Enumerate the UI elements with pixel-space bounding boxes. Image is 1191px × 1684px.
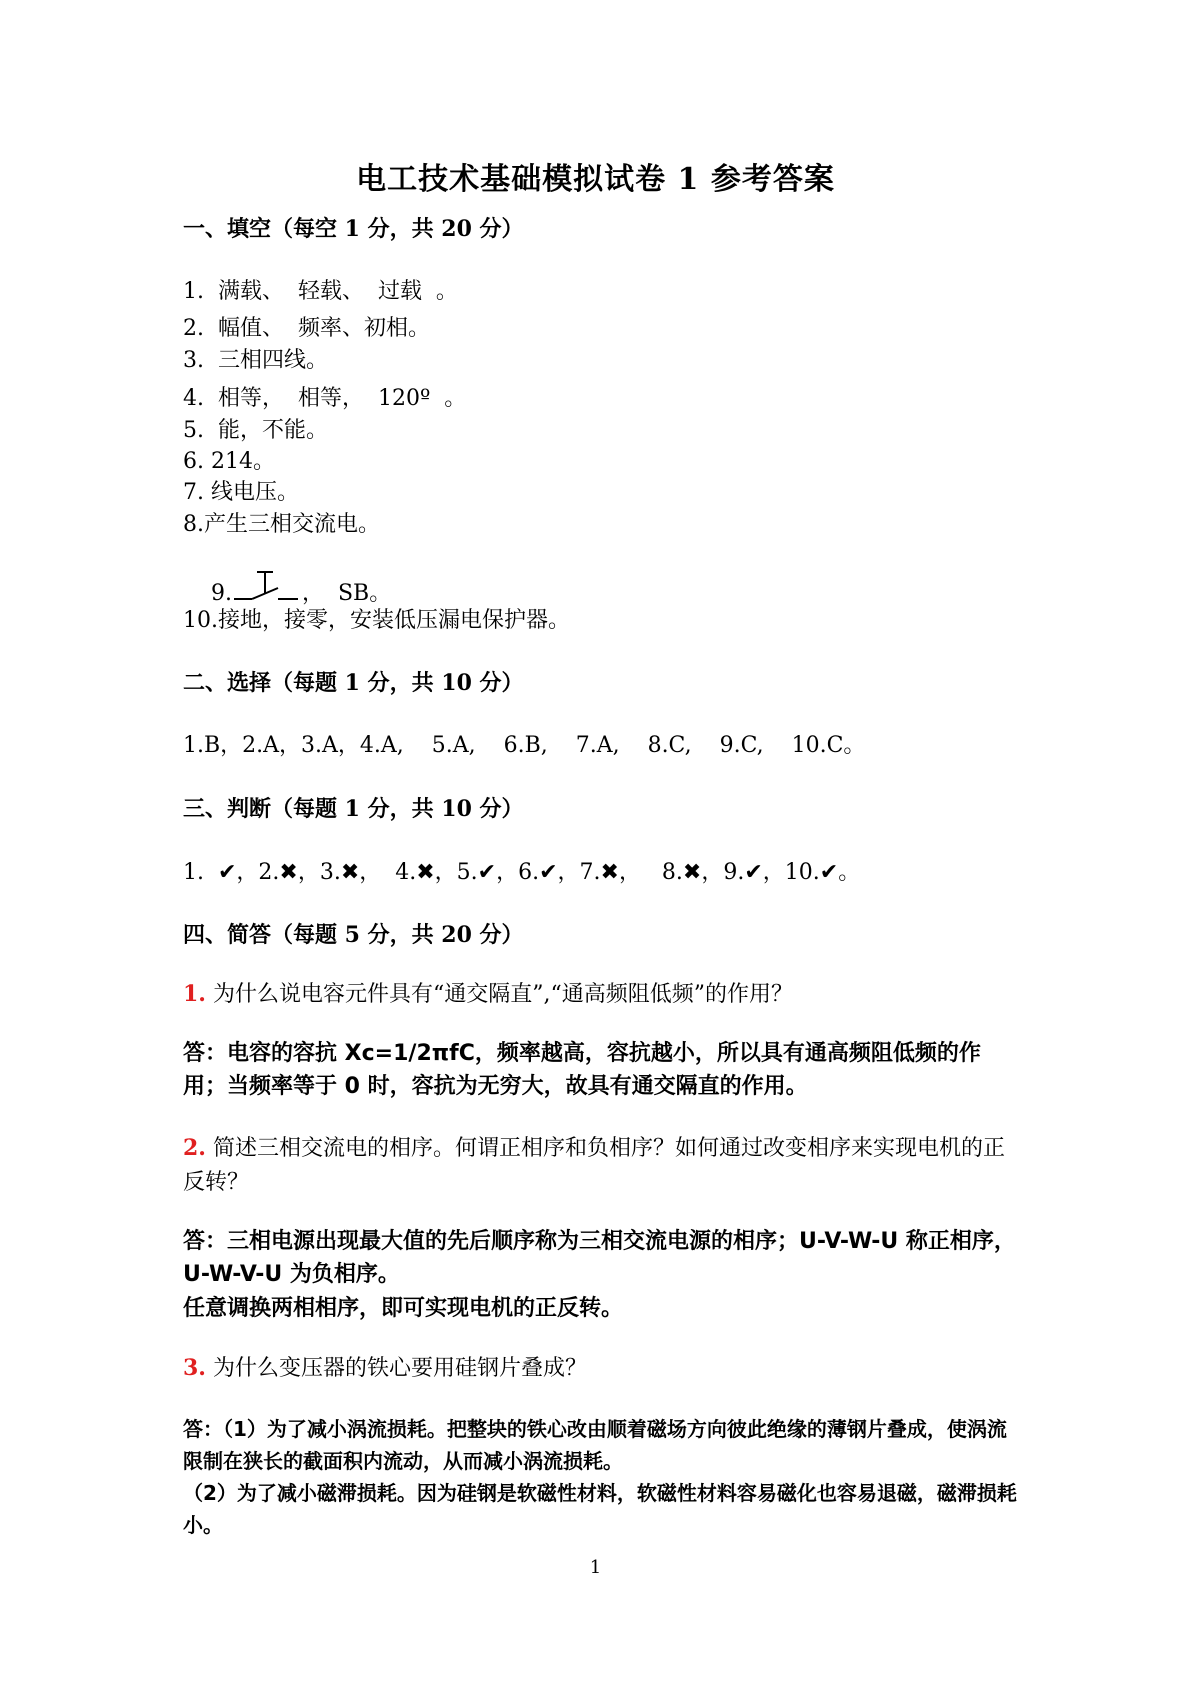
page-title: 电工技术基础模拟试卷 1 参考答案: [356, 162, 835, 197]
question-1: [183, 977, 1023, 1012]
pushbutton-switch-symbol-icon: [232, 566, 302, 606]
question-1-text: 为什么说电容元件具有“通交隔直”,“通高频阻低频”的作用？: [212, 982, 793, 1007]
fill-item-4: 4. 相等， 相等， 120º 。: [183, 386, 467, 411]
answer-1: 答：电容的容抗 Xc=1/2πfC，频率越高，容抗越小，所以具有通高频阻低频的作用；当频率等于 0 时，容抗为无穷大，故具有通交隔直的作用。: [183, 1041, 981, 1099]
section3-heading: 三、判断（每题 1 分，共 10 分）: [183, 796, 524, 822]
question-3: [183, 1351, 1023, 1386]
question-2-number: 2.: [183, 1135, 206, 1161]
answer-2-line-2: 任意调换两相相序，即可实现电机的正反转。: [183, 1296, 624, 1321]
judgement-answers: 1. ✔，2.✖，3.✖， 4.✖，5.✔，6.✔，7.✖， 8.✖，9.✔，10.✔。: [183, 860, 861, 885]
section1-heading: 一、填空（每空 1 分，共 20 分）: [183, 216, 524, 242]
fill-item-5: 5. 能，不能。: [183, 418, 328, 443]
question-3-text: 为什么变压器的铁心要用硅钢片叠成？: [212, 1356, 587, 1381]
answer-2-line-1: 答：三相电源出现最大值的先后顺序称为三相交流电源的相序；U-V-W-U 称正相序，U-W-V-U 为负相序。: [183, 1229, 1016, 1287]
fill-item-3: 3. 三相四线。: [183, 348, 328, 373]
section4-heading: 四、简答（每题 5 分，共 20 分）: [183, 922, 524, 948]
fill-item-8: 8.产生三相交流电。: [183, 512, 380, 537]
answer-3-line-1: 答：（1）为了减小涡流损耗。把整块的铁心改由顺着磁场方向彼此绝缘的薄钢片叠成，使涡流限制在狭长的截面积内流动，从而减小涡流损耗。: [183, 1417, 1007, 1473]
fill-item-7: 7. 线电压。: [183, 480, 299, 505]
fill-item-10: 10.接地，接零，安装低压漏电保护器。: [183, 608, 570, 633]
question-2: [183, 1131, 1023, 1200]
page-number: 1: [589, 1557, 602, 1578]
question-3-number: 3.: [183, 1355, 206, 1381]
question-1-number: 1.: [183, 981, 206, 1007]
section2-heading: 二、选择（每题 1 分，共 10 分）: [183, 670, 524, 696]
fill-item-9-suffix: ， SB。: [301, 581, 392, 606]
fill-item-9-prefix: 9.: [210, 581, 232, 606]
fill-item-1: 1. 满载、 轻载、 过载 。: [183, 279, 458, 304]
fill-item-6: 6. 214。: [183, 449, 275, 474]
question-2-text: 简述三相交流电的相序。何谓正相序和负相序？如何通过改变相序来实现电机的正反转？: [183, 1136, 1005, 1195]
choice-answers: 1.B，2.A，3.A，4.A, 5.A, 6.B, 7.A, 8.C, 9.C, 10.C。: [183, 733, 866, 758]
fill-item-2: 2. 幅值、 频率、初相。: [183, 316, 430, 341]
answer-3-line-2: （2）为了减小磁滞损耗。因为硅钢是软磁性材料，软磁性材料容易磁化也容易退磁，磁滞损耗小。: [183, 1481, 1017, 1537]
